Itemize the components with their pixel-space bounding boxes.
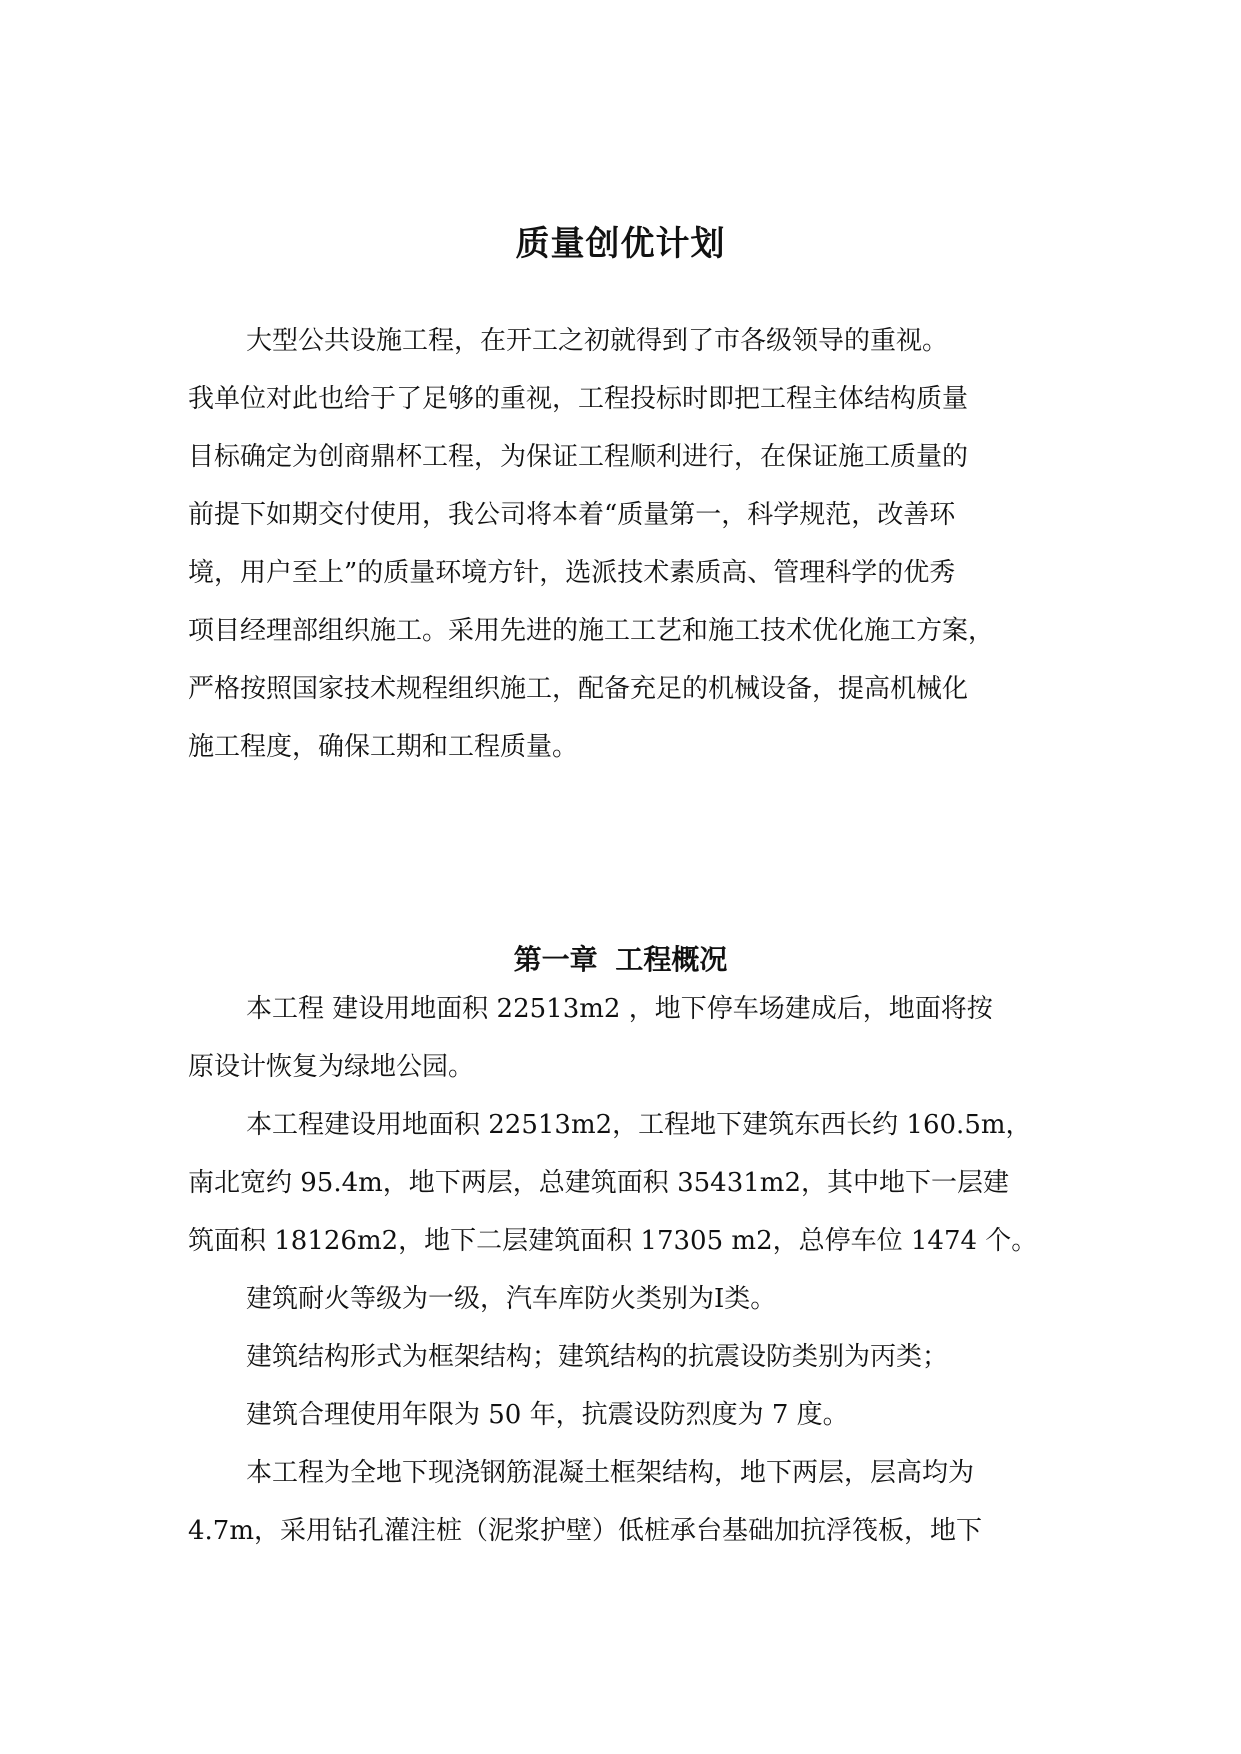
intro-line-4: 前提下如期交付使用，我公司将本着“质量第一，科学规范，改善环: [188, 500, 956, 530]
intro-line-6: 项目经理部组织施工。采用先进的施工工艺和施工技术优化施工方案，: [188, 616, 995, 646]
chapter-title: 第一章 工程概况: [513, 943, 728, 976]
intro-line-7: 严格按照国家技术规程组织施工，配备充足的机械设备，提高机械化: [188, 674, 969, 704]
intro-line-8: 施工程度，确保工期和工程质量。: [188, 732, 579, 762]
intro-line-2: 我单位对此也给于了足够的重视，工程投标时即把工程主体结构质量: [188, 384, 969, 414]
intro-line-1: 大型公共设施工程，在开工之初就得到了市各级领导的重视。: [246, 326, 949, 356]
chapter-line-4: 南北宽约 95.4m，地下两层，总建筑面积 35431m2，其中地下一层建: [188, 1168, 1009, 1198]
chapter-line-1: 本工程 建设用地面积 22513m2 ，地下停车场建成后，地面将按: [246, 994, 993, 1024]
chapter-line-6: 建筑耐火等级为一级，汽车库防火类别为Ⅰ类。: [246, 1284, 777, 1314]
chapter-line-8: 建筑合理使用年限为 50 年，抗震设防烈度为 7 度。: [246, 1400, 849, 1430]
intro-line-5: 境，用户至上”的质量环境方针，选派技术素质高、管理科学的优秀: [188, 558, 956, 588]
document-title: 质量创优计划: [515, 224, 726, 264]
chapter-line-5: 筑面积 18126m2，地下二层建筑面积 17305 m2，总停车位 1474 个。: [188, 1226, 1038, 1256]
chapter-line-2: 原设计恢复为绿地公园。: [188, 1052, 475, 1082]
chapter-line-3: 本工程建设用地面积 22513m2，工程地下建筑东西长约 160.5m，: [246, 1110, 1032, 1140]
chapter-line-10: 4.7m，采用钻孔灌注桩（泥浆护壁）低桩承台基础加抗浮筏板，地下: [188, 1516, 983, 1546]
chapter-line-7: 建筑结构形式为框架结构；建筑结构的抗震设防类别为丙类；: [246, 1342, 949, 1372]
intro-line-3: 目标确定为创商鼎杯工程，为保证工程顺利进行，在保证施工质量的: [188, 442, 969, 472]
chapter-line-9: 本工程为全地下现浇钢筋混凝土框架结构，地下两层，层高均为: [246, 1458, 975, 1488]
